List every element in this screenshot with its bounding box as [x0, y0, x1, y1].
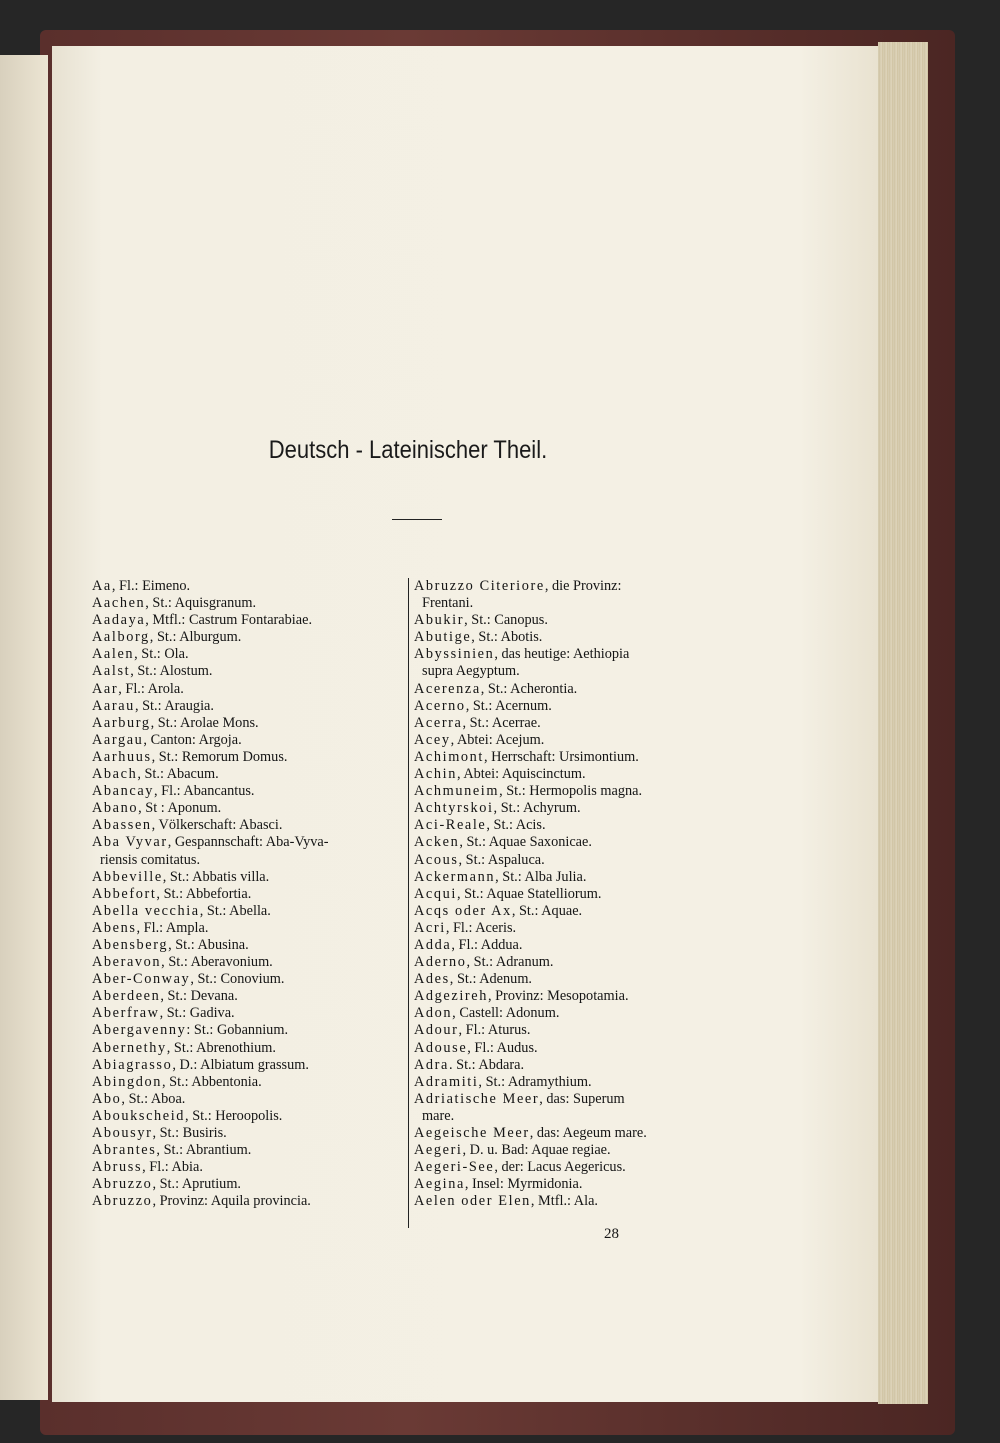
- entry-continuation: riensis comitatus.: [100, 851, 201, 868]
- entry-headword: Adriatische Meer: [414, 1090, 540, 1107]
- entry-headword: Adgezireh: [414, 988, 488, 1005]
- dictionary-entry: [414, 749, 726, 766]
- dictionary-entry: [414, 988, 726, 1005]
- entry-translation: , Abtei: Acejum.: [450, 731, 545, 748]
- entry-headword: Abo: [92, 1090, 122, 1107]
- entry-headword: Abruzzo: [92, 1176, 153, 1193]
- entry-headword: Achin: [414, 766, 457, 783]
- entry-translation: , Provinz: Aquila provincia.: [152, 1193, 311, 1210]
- entry-translation: , St.: Adramythium.: [478, 1073, 592, 1090]
- entry-translation: , St.: Abrenothium.: [166, 1039, 276, 1056]
- entry-translation: , St.: Busiris.: [152, 1125, 227, 1141]
- entry-headword: Abiagrasso: [92, 1056, 173, 1073]
- entry-headword: Aarburg: [92, 714, 151, 731]
- dictionary-entry: [414, 886, 726, 903]
- entry-translation: , Insel: Myrmidonia.: [464, 1176, 583, 1193]
- entry-headword: Abella vecchia: [92, 902, 200, 919]
- dictionary-entry: [414, 698, 726, 715]
- entry-translation: , St.: Abacum.: [137, 766, 219, 783]
- dictionary-entry: [92, 732, 404, 749]
- dictionary-entry: [92, 629, 404, 646]
- dictionary-entry: [414, 834, 726, 851]
- dictionary-entry: [92, 612, 404, 629]
- entry-headword: Abutige: [414, 629, 472, 646]
- entry-headword: Aboukscheid: [92, 1107, 186, 1124]
- entry-translation: , Fl.: Arola.: [118, 680, 184, 697]
- entry-translation: , St.: Aspaluca.: [458, 851, 545, 868]
- dictionary-entry: [414, 869, 726, 886]
- entry-translation: , St.: Canopus.: [464, 612, 548, 629]
- entry-headword: Achimont: [414, 748, 484, 765]
- entry-translation: , St.: Arolae Mons.: [150, 714, 259, 731]
- entry-translation: , Fl.: Ampla.: [136, 919, 209, 936]
- entry-headword: Adour: [414, 1022, 459, 1039]
- entry-translation: , Fl.: Aceris.: [445, 919, 517, 936]
- entry-headword: Aelen oder Elen: [414, 1193, 531, 1210]
- dictionary-entry: [92, 749, 404, 766]
- entry-translation: , St.: Conovium.: [190, 971, 285, 988]
- entry-headword: Aarau: [92, 697, 135, 714]
- entry-translation: , St.: Devana.: [160, 988, 238, 1005]
- entry-headword: Adramiti: [414, 1073, 479, 1090]
- entry-headword: Abergavenny: [92, 1022, 187, 1039]
- entry-translation: , St : Aponum.: [138, 800, 222, 817]
- right-entry-column: [414, 578, 726, 1210]
- entry-headword: Achtyrskoi: [414, 800, 494, 817]
- dictionary-entry: [92, 766, 404, 783]
- dictionary-entry: [92, 715, 404, 732]
- dictionary-entry: [414, 1193, 726, 1210]
- entry-headword: Aegeische Meer: [414, 1125, 530, 1141]
- dictionary-entry: [92, 698, 404, 715]
- dictionary-entry: [92, 886, 404, 903]
- dictionary-entry: [92, 663, 404, 680]
- entry-translation: , Canton: Argoja.: [143, 731, 242, 748]
- entry-headword: Acous: [414, 851, 459, 868]
- dictionary-entry: [92, 920, 404, 937]
- dictionary-entry: [414, 681, 726, 698]
- entry-headword: Aalborg: [92, 629, 150, 646]
- entry-headword: Abernethy: [92, 1039, 167, 1056]
- entry-headword: Abbeville: [92, 868, 163, 885]
- entry-translation: , St.: Aquae Statelliorum.: [456, 885, 602, 902]
- entry-translation: , St.: Abbefortia.: [156, 885, 252, 902]
- entry-headword: Abyssinien: [414, 646, 495, 663]
- entry-translation: , St.: Abotis.: [471, 629, 543, 646]
- entry-translation: , St.: Aquisgranum.: [145, 595, 257, 612]
- entry-translation: , St.: Achyrum.: [493, 800, 581, 817]
- entry-translation: , Provinz: Mesopotamia.: [487, 988, 629, 1005]
- dictionary-entry: [414, 1057, 726, 1074]
- entry-translation: , Fl.: Addua.: [451, 936, 523, 953]
- dictionary-entry: [92, 954, 404, 971]
- entry-headword: Aberavon: [92, 954, 162, 971]
- entry-headword: Aadaya: [92, 612, 146, 629]
- dictionary-entry: [414, 1176, 726, 1193]
- dictionary-entry: [414, 1159, 726, 1176]
- entry-translation: , St.: Aquae.: [511, 902, 583, 919]
- entry-headword: Aberdeen: [92, 988, 161, 1005]
- dictionary-entry: [414, 1074, 726, 1091]
- entry-translation: , St.: Abrantium.: [156, 1142, 252, 1159]
- entry-headword: Abukir: [414, 612, 465, 629]
- dictionary-entry: [92, 1022, 404, 1039]
- dictionary-entry: [92, 971, 404, 988]
- entry-translation: , St.: Acerrae.: [462, 714, 541, 731]
- entry-headword: Aar: [92, 680, 119, 697]
- section-heading: Deutsch - Lateinischer Theil.: [268, 436, 548, 464]
- dictionary-entry: [92, 646, 404, 663]
- dictionary-entry: [92, 800, 404, 817]
- entry-translation: : St.: Gobannium.: [186, 1022, 289, 1039]
- entry-translation: , St.: Abusina.: [168, 936, 249, 953]
- dictionary-entry: [414, 646, 726, 680]
- entry-translation: , Fl.: Audus.: [467, 1039, 538, 1056]
- entry-headword: Aachen: [92, 595, 146, 612]
- entry-headword: Aargau: [92, 731, 144, 748]
- dictionary-entry: [414, 612, 726, 629]
- dictionary-entry: [92, 681, 404, 698]
- entry-translation: , D.: Albiatum grassum.: [172, 1056, 309, 1073]
- dictionary-entry: [92, 1159, 404, 1176]
- dictionary-entry: [414, 800, 726, 817]
- entry-headword: Aegina: [414, 1176, 465, 1193]
- entry-translation: , St.: Adranum.: [466, 954, 554, 971]
- entry-translation: , Fl.: Abia.: [142, 1159, 203, 1176]
- dictionary-entry: [414, 766, 726, 783]
- entry-headword: Abrantes: [92, 1142, 157, 1159]
- dictionary-entry: [414, 971, 726, 988]
- entry-continuation: Frentani.: [422, 595, 474, 612]
- facing-page-edge: [0, 55, 48, 1400]
- entry-translation: , St.: Remorum Domus.: [151, 748, 288, 765]
- entry-translation: , Fl.: Abancantus.: [154, 783, 255, 800]
- entry-translation: , St.: Ola.: [134, 646, 189, 663]
- entry-headword: Aegeri: [414, 1142, 463, 1159]
- entry-headword: Aegeri-See: [414, 1159, 495, 1176]
- entry-headword: Aalen: [92, 646, 135, 663]
- dictionary-entry: [414, 783, 726, 800]
- dictionary-entry: [92, 1176, 404, 1193]
- entry-headword: Aba Vyvar: [92, 834, 168, 851]
- heading-rule: [392, 519, 442, 520]
- dictionary-entry: [414, 1091, 726, 1125]
- dictionary-entry: [92, 1142, 404, 1159]
- entry-headword: Acerenza: [414, 680, 481, 697]
- page-edges: [878, 42, 928, 1404]
- entry-translation: , Mtfl.: Ala.: [530, 1193, 599, 1210]
- entry-headword: Achmuneim: [414, 783, 500, 800]
- entry-translation: , St.: Hermopolis magna.: [499, 783, 643, 800]
- entry-headword: Abousyr: [92, 1125, 153, 1141]
- entry-translation: , St.: Aberavonium.: [161, 954, 273, 971]
- entry-translation: , St.: Acherontia.: [480, 680, 578, 697]
- entry-translation: , Völkerschaft: Abasci.: [151, 817, 283, 834]
- dictionary-entry: [414, 903, 726, 920]
- entry-headword: Acqs oder Ax: [414, 902, 512, 919]
- dictionary-entry: [92, 903, 404, 920]
- entry-headword: Abruss: [92, 1159, 143, 1176]
- entry-translation: , Fl.: Aturus.: [458, 1022, 531, 1039]
- entry-headword: Abach: [92, 766, 138, 783]
- entry-translation: , St.: Aboa.: [121, 1090, 186, 1107]
- entry-headword: Aa: [92, 578, 112, 594]
- entry-headword: Aci-Reale: [414, 817, 487, 834]
- entry-translation: , St.: Acernum.: [465, 697, 552, 714]
- entry-headword: Acri: [414, 919, 446, 936]
- entry-headword: Ackermann: [414, 868, 496, 885]
- dictionary-entry: [92, 1193, 404, 1210]
- dictionary-entry: [92, 834, 404, 868]
- entry-headword: Acken: [414, 834, 460, 851]
- entry-continuation: mare.: [422, 1107, 455, 1124]
- dictionary-entry: [414, 1125, 726, 1142]
- dictionary-entry: [92, 783, 404, 800]
- entry-translation: , St.: Aprutium.: [152, 1176, 242, 1193]
- entry-translation: , Gespannschaft: Aba-Vyva-: [167, 834, 329, 851]
- column-divider: [408, 578, 409, 1228]
- entry-headword: Adda: [414, 936, 452, 953]
- entry-headword: Abbefort: [92, 885, 157, 902]
- entry-translation: , St.: Adenum.: [449, 971, 533, 988]
- dictionary-entry: [92, 578, 404, 595]
- entry-translation: , Castell: Adonum.: [452, 1005, 560, 1022]
- entry-headword: Adon: [414, 1005, 453, 1022]
- entry-headword: Acerno: [414, 697, 466, 714]
- dictionary-entry: [414, 852, 726, 869]
- dictionary-entry: [92, 1057, 404, 1074]
- entry-translation: , Abtei: Aquiscinctum.: [456, 766, 586, 783]
- dictionary-entry: [414, 732, 726, 749]
- dictionary-entry: [414, 954, 726, 971]
- dictionary-entry: [414, 1040, 726, 1057]
- entry-headword: Acqui: [414, 885, 457, 902]
- entry-translation: , das: Aegeum mare.: [529, 1125, 647, 1141]
- page-number: 28: [604, 1226, 619, 1242]
- entry-headword: Abassen: [92, 817, 152, 834]
- dictionary-entry: [92, 1125, 404, 1142]
- dictionary-entry: [414, 1022, 726, 1039]
- entry-translation: , St.: Abella.: [199, 902, 271, 919]
- dictionary-entry: [414, 715, 726, 732]
- entry-headword: Abruzzo Citeriore: [414, 578, 545, 594]
- entry-translation: , St.: Abbatis villa.: [162, 868, 270, 885]
- left-entry-column: [92, 578, 404, 1210]
- entry-headword: Aber-Conway: [92, 971, 191, 988]
- entry-translation: , das: Superum: [539, 1090, 625, 1107]
- entry-headword: Aalst: [92, 663, 131, 680]
- entry-translation: , Mtfl.: Castrum Fontarabiae.: [145, 612, 313, 629]
- entry-translation: , die Provinz:: [544, 578, 622, 594]
- dictionary-entry: [414, 1005, 726, 1022]
- dictionary-entry: [92, 937, 404, 954]
- dictionary-entry: [414, 817, 726, 834]
- dictionary-entry: [92, 1108, 404, 1125]
- dictionary-entry: [92, 595, 404, 612]
- dictionary-entry: [92, 988, 404, 1005]
- entry-translation: , St.: Alostum.: [130, 663, 213, 680]
- entry-headword: Abingdon: [92, 1073, 162, 1090]
- entry-translation: , St.: Heroopolis.: [185, 1107, 283, 1124]
- dictionary-entry: [414, 578, 726, 612]
- dictionary-entry: [414, 920, 726, 937]
- entry-translation: , St.: Abbentonia.: [162, 1073, 262, 1090]
- entry-headword: Ades: [414, 971, 450, 988]
- entry-translation: , Herrschaft: Ursimontium.: [483, 748, 639, 765]
- entry-headword: Aderno: [414, 954, 467, 971]
- entry-headword: Acerra: [414, 714, 463, 731]
- entry-headword: Adra: [414, 1056, 449, 1073]
- entry-headword: Adouse: [414, 1039, 468, 1056]
- dictionary-entry: [414, 1142, 726, 1159]
- entry-translation: , St.: Aquae Saxonicae.: [459, 834, 592, 851]
- entry-translation: , D. u. Bad: Aquae regiae.: [462, 1142, 611, 1159]
- dictionary-entry: [92, 1040, 404, 1057]
- dictionary-entry: [92, 1074, 404, 1091]
- dictionary-entry: [414, 629, 726, 646]
- dictionary-entry: [414, 937, 726, 954]
- dictionary-entry: [92, 1005, 404, 1022]
- entry-translation: , Fl.: Eimeno.: [111, 578, 191, 594]
- entry-translation: , St.: Acis.: [486, 817, 546, 834]
- entry-headword: Abruzzo: [92, 1193, 153, 1210]
- entry-translation: , St.: Araugia.: [134, 697, 214, 714]
- entry-translation: . St.: Abdara.: [448, 1056, 525, 1073]
- dictionary-entry: [92, 1091, 404, 1108]
- entry-headword: Abancay: [92, 783, 155, 800]
- entry-headword: Abensberg: [92, 936, 169, 953]
- entry-translation: , St.: Gadiva.: [159, 1005, 235, 1022]
- dictionary-entry: [92, 869, 404, 886]
- entry-headword: Aarhuus: [92, 748, 152, 765]
- entry-continuation: supra Aegyptum.: [422, 663, 520, 680]
- entry-headword: Abens: [92, 919, 137, 936]
- entry-translation: , der: Lacus Aegericus.: [494, 1159, 626, 1176]
- entry-translation: , das heutige: Aethiopia: [494, 646, 630, 663]
- entry-headword: Abano: [92, 800, 139, 817]
- dictionary-entry: [92, 817, 404, 834]
- entry-translation: , St.: Alba Julia.: [495, 868, 587, 885]
- entry-headword: Acey: [414, 731, 451, 748]
- entry-translation: , St.: Alburgum.: [149, 629, 242, 646]
- entry-headword: Aberfraw: [92, 1005, 160, 1022]
